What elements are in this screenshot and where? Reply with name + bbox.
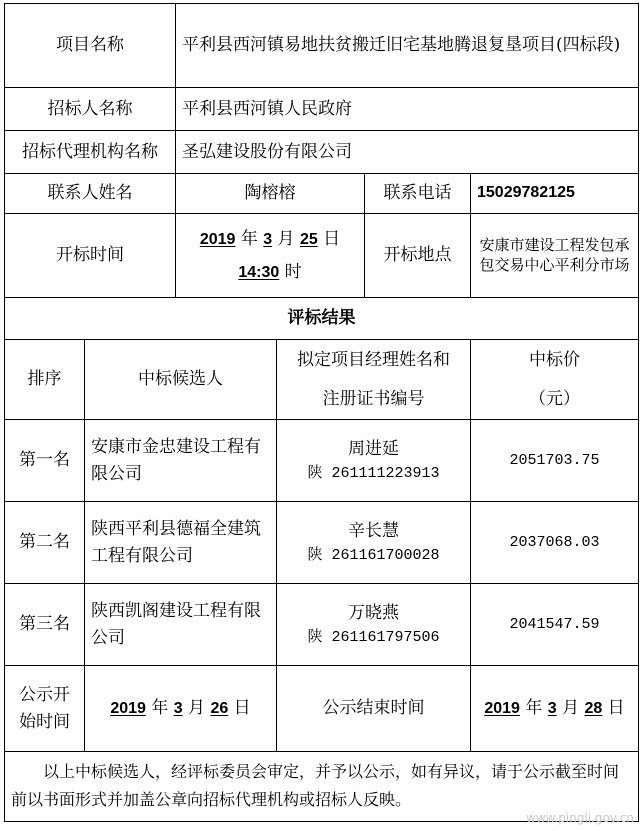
project-value: 平利县西河镇易地扶贫搬迁旧宅基地腾退复垦项目(四标段) [176,4,639,88]
publicity-start-label: 公示开始时间 [5,666,85,752]
contact-name-label: 联系人姓名 [5,174,176,214]
candidate-price: 2041547.59 [471,584,639,666]
contact-row [5,174,639,214]
candidate-price: 2037068.03 [471,502,639,584]
opening-place: 安康市建设工程发包承包交易中心平利分市场 [471,214,639,298]
table-row [5,420,639,502]
agency-label: 招标代理机构名称 [5,131,176,174]
opening-place-label: 开标地点 [365,214,471,298]
opening-month: 3 [263,230,273,248]
publicity-note: 以上中标候选人，经评标委员会审定，并予以公示，如有异议，请于公示截至时间前以书面形式并加盖公章向招标代理机构或招标人反映。 [5,752,639,822]
publicity-row [5,666,639,752]
candidate-rank: 第三名 [5,584,85,666]
candidate-rank: 第二名 [5,502,85,584]
agency-row [5,131,639,174]
opening-day: 25 [299,230,318,248]
tenderer-row [5,88,639,131]
header-manager: 拟定项目经理姓名和 注册证书编号 [277,340,471,420]
tenderer-label: 招标人名称 [5,88,176,131]
publicity-end-label: 公示结束时间 [277,666,471,752]
contact-phone-label: 联系电话 [365,174,471,214]
tenderer-value: 平利县西河镇人民政府 [176,88,639,131]
header-candidate: 中标候选人 [85,340,277,420]
project-row [5,4,639,88]
contact-phone: 15029782125 [471,174,639,214]
candidate-name: 安康市金忠建设工程有限公司 [85,420,277,502]
table-row [5,502,639,584]
candidate-manager: 周进延 陕 261111223913 [277,420,471,502]
agency-value: 圣弘建设股份有限公司 [176,131,639,174]
candidate-manager: 辛长慧 陕 261161700028 [277,502,471,584]
header-price: 中标价 （元） [471,340,639,420]
opening-year: 2019 [199,230,236,248]
opening-label: 开标时间 [5,214,176,298]
watermark: www.pingli.gov.cn [526,811,634,825]
candidate-name: 陕西平利县德福全建筑工程有限公司 [85,502,277,584]
candidate-manager: 万晓燕 陕 261161797506 [277,584,471,666]
opening-row [5,214,639,298]
candidate-rank: 第一名 [5,420,85,502]
publicity-end-date: 2019 年 3 月 28 日 [471,666,639,752]
candidate-price: 2051703.75 [471,420,639,502]
opening-time: 14:30 [238,263,280,281]
header-rank: 排序 [5,340,85,420]
contact-name: 陶榕榕 [176,174,365,214]
project-label: 项目名称 [5,4,176,88]
table-row [5,584,639,666]
evaluation-title-row [5,298,639,340]
result-header-row [5,340,639,420]
publicity-start-date: 2019 年 3 月 26 日 [85,666,277,752]
bid-result-table [4,3,639,822]
candidate-name: 陕西凯阁建设工程有限公司 [85,584,277,666]
evaluation-title: 评标结果 [5,298,639,340]
opening-datetime: 2019 年 3 月 25 日 14:30 时 [176,214,365,298]
